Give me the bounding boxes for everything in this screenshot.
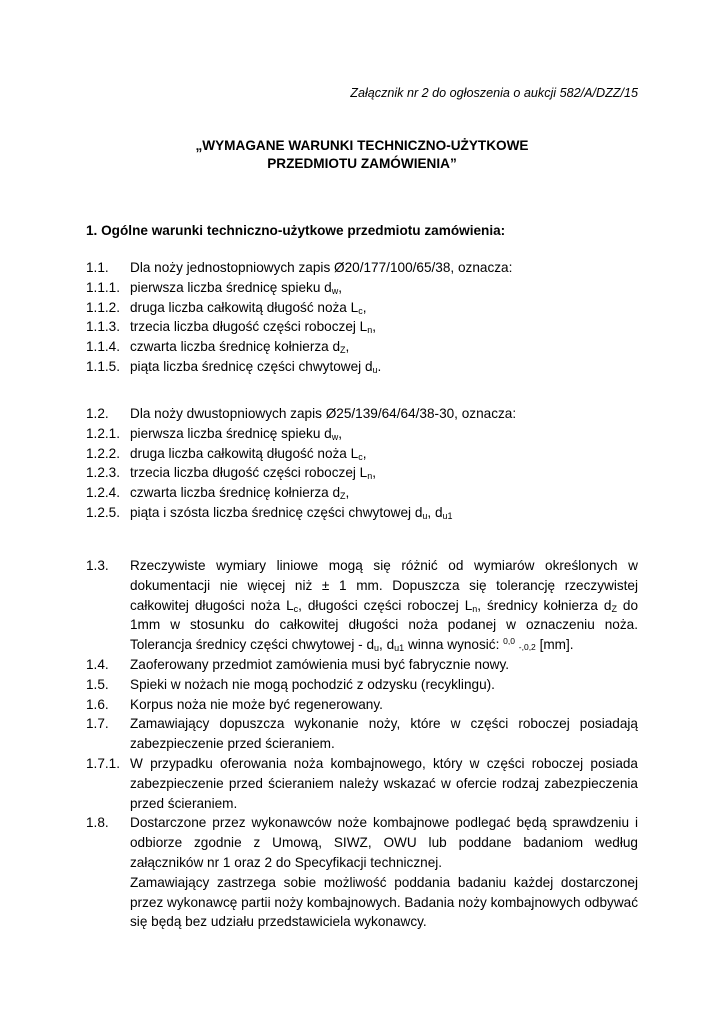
list-item — [86, 298, 638, 318]
list-item — [86, 444, 638, 464]
item-number: 1.3. — [86, 558, 109, 573]
item-number: 1.2.5. — [86, 504, 121, 520]
list-item — [86, 337, 638, 357]
item-text: druga liczba całkowitą długość noża $L_c$, — [130, 445, 367, 462]
item-number: 1.1.2. — [86, 299, 121, 315]
tolerance-upper: 0,0 — [503, 636, 515, 647]
item-text: czwarta liczba średnicę kołnierza $d_Z$, — [130, 339, 350, 356]
item-number: 1.2.4. — [86, 485, 121, 501]
list-item — [86, 317, 638, 337]
list-item — [86, 258, 638, 278]
general-conditions-block — [86, 556, 638, 932]
list-item — [86, 404, 638, 424]
item-text: Zamawiający zastrzega sobie możliwość poddania badaniu każdej dostarczonej przez wykonawcę partii noży kombajnowych. Badania noży kombajnowych odbywać się będą bez udziału przedstawiciela wykonawcy. — [130, 874, 638, 930]
list-item — [86, 278, 638, 298]
item-number: 1.4. — [86, 656, 109, 672]
item-text: Dla noży dwustopniowych zapis Ø25/139/64/64/38-30, oznacza: — [130, 406, 517, 421]
title-line-1: „WYMAGANE WARUNKI TECHNICZNO-UŻYTKOWE — [195, 138, 529, 153]
item-number: 1.2.2. — [86, 445, 121, 461]
item-text: pierwsza liczba średnicę spieku $d_w$, — [130, 279, 343, 296]
section-1-heading: 1. Ogólne warunki techniczno-użytkowe przedmiotu zamówienia: — [86, 223, 506, 238]
item-number: 1.6. — [86, 696, 109, 712]
item-number: 1.2. — [86, 406, 109, 421]
item-text: W przypadku oferowania noża kombajnowego, który w części roboczej posiada zabezpieczenie przed ścieraniem należy wskazać w ofercie rodzaj zabezpieczenia przed ścieraniem. — [130, 755, 638, 811]
item-number: 1.1.1. — [86, 279, 121, 295]
list-item — [86, 503, 638, 523]
item-text: trzecia liczba długość części roboczej $L_n$, — [130, 465, 377, 482]
item-number: 1.1.3. — [86, 319, 121, 335]
item-number: 1.2.1. — [86, 425, 121, 441]
annex-label: Załącznik nr 2 do ogłoszenia o aukcji 582/A/DZZ/15 — [350, 86, 638, 100]
tolerance-lower: -,0,2 — [518, 642, 536, 653]
item-text: Zaoferowany przedmiot zamówienia musi być fabrycznie nowy. — [130, 656, 510, 672]
item-number: 1.7. — [86, 716, 109, 732]
item-text: piąta i szósta liczba średnicę części chwytowej $d_u$, $d_{u1}$ — [130, 504, 453, 521]
item-text: Spieki w nożach nie mogą pochodzić z odzysku (recyklingu). — [130, 676, 495, 692]
list-item — [86, 695, 638, 715]
item-text: pierwsza liczba średnicę spieku $d_w$, — [130, 425, 343, 442]
item-number: 1.8. — [86, 815, 109, 831]
item-number: 1.1.4. — [86, 339, 121, 355]
list-item — [86, 357, 638, 377]
list-item — [86, 483, 638, 503]
item-number: 1.7.1. — [86, 755, 121, 771]
item-text: Rzeczywiste wymiary liniowe mogą się różnić od wymiarów określonych w dokumentacji nie więcej niż ± 1 mm. Dopuszcza się tolerancję rzeczywistej całkowitej długości noża $L_c$, długości części roboczej $L_n$, średnicy kołnierza $d_Z$ do 1mm w stosunku do całkowitej długości noża podanej w oznaczeniu noża. Tolerancja średnicy części chwytowej - $d_u$, $d_{u1}$ winna wynosić: $^{0,0}$ -,0,2 [mm]. — [130, 558, 639, 654]
item-number: 1.1.5. — [86, 358, 121, 374]
list-item — [86, 463, 638, 483]
list-item — [86, 675, 638, 695]
single-stage-block — [86, 258, 638, 377]
document-title — [0, 137, 724, 173]
two-stage-block — [86, 404, 638, 523]
title-line-2: PRZEDMIOTU ZAMÓWIENIA” — [267, 156, 457, 171]
item-text: czwarta liczba średnicę kołnierza $d_Z$, — [130, 485, 350, 502]
list-item — [86, 754, 638, 813]
item-text: trzecia liczba długość części roboczej $L_n$, — [130, 319, 377, 336]
item-text: piąta liczba średnicę części chwytowej $d_u$. — [130, 358, 382, 375]
list-item-continuation — [86, 873, 638, 932]
item-number: 1.1. — [86, 260, 109, 275]
list-item — [86, 813, 638, 872]
list-item — [86, 655, 638, 675]
item-text: druga liczba całkowitą długość noża $L_c$, — [130, 299, 367, 316]
item-number: 1.2.3. — [86, 465, 121, 481]
list-item — [86, 714, 638, 754]
item-text: Dostarczone przez wykonawców noże kombajnowe podlegać będą sprawdzeniu i odbiorze zgodnie z Umową, SIWZ, OWU lub poddane badaniom według załączników nr 1 oraz 2 do Specyfikacji technicznej. — [130, 815, 638, 870]
item-text: Zamawiający dopuszcza wykonanie noży, które w części roboczej posiadają zabezpieczenie przed ścieraniem. — [130, 716, 638, 752]
list-item — [86, 424, 638, 444]
item-text: Korpus noża nie może być regenerowany. — [130, 696, 383, 712]
item-text: Dla noży jednostopniowych zapis Ø20/177/100/65/38, oznacza: — [130, 260, 513, 275]
list-item — [86, 556, 638, 655]
item-number: 1.5. — [86, 676, 109, 692]
